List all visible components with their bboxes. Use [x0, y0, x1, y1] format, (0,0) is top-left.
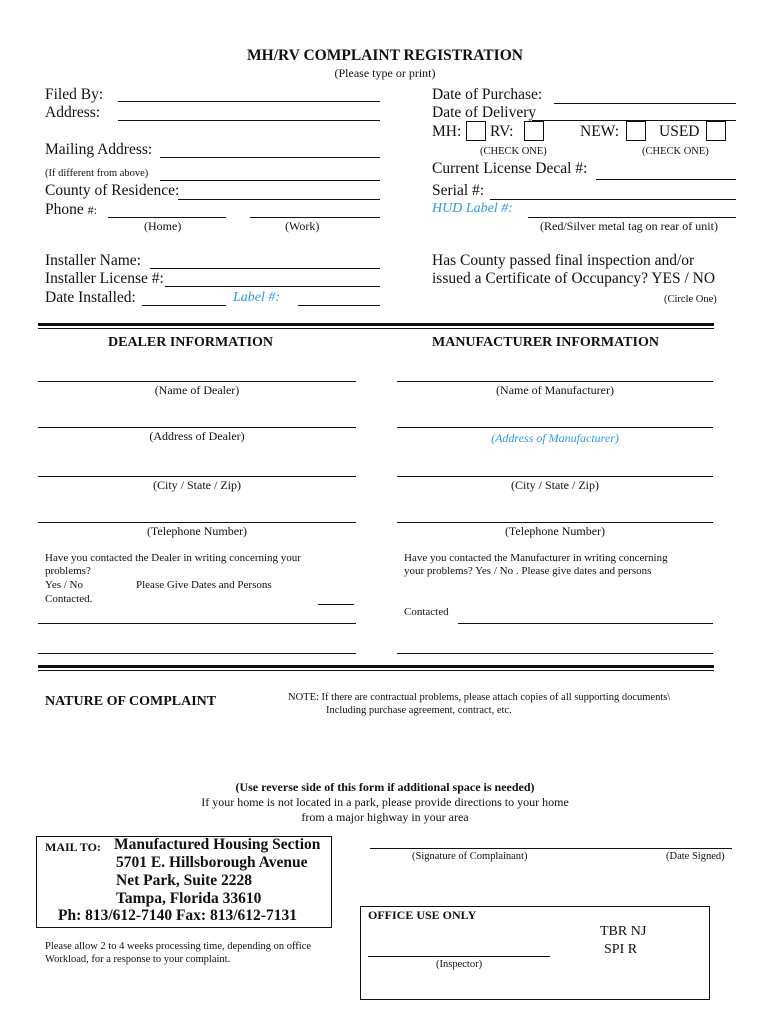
work-caption: (Work) [285, 219, 320, 233]
office-use-heading: OFFICE USE ONLY [368, 908, 477, 922]
phone-hash: #: [87, 203, 97, 217]
dealer-phone-caption: (Telephone Number) [146, 524, 248, 538]
mail-line-3: Net Park, Suite 2228 [116, 872, 253, 889]
manufacturer-city-caption: (City / State / Zip) [511, 478, 599, 492]
date-signed-caption: (Date Signed) [666, 851, 725, 862]
date-installed-field[interactable] [142, 305, 226, 306]
phone-label: Phone #: [45, 201, 97, 218]
home-caption: (Home) [144, 219, 182, 233]
processing-note-2: Workload, for a response to your complaint. [45, 954, 231, 965]
dealer-dates-prompt: Please Give Dates and Persons [136, 579, 272, 591]
dealer-name-field[interactable] [38, 381, 356, 382]
mailing-address-field-2[interactable] [160, 180, 380, 181]
mailing-address-field[interactable] [160, 157, 380, 158]
manufacturer-address-field[interactable] [397, 427, 713, 428]
serial-label: Serial #: [432, 182, 485, 199]
mailing-address-label: Mailing Address: [45, 141, 153, 158]
signature-caption: (Signature of Complainant) [412, 851, 528, 862]
inspector-caption: (Inspector) [436, 959, 483, 970]
dealer-contact-field[interactable] [38, 623, 356, 624]
home-phone-field[interactable] [108, 217, 226, 218]
manufacturer-question-1: Have you contacted the Manufacturer in writing concerning [404, 552, 668, 564]
reverse-side-note: (Use reverse side of this form if additional space is needed) [235, 780, 535, 794]
new-checkbox[interactable] [626, 121, 646, 141]
dealer-contact-field-short[interactable] [318, 604, 354, 605]
section-divider-1b [38, 328, 714, 329]
dealer-address-field[interactable] [38, 427, 356, 428]
office-spi-r: SPI R [604, 942, 638, 957]
dealer-city-caption: (City / State / Zip) [153, 478, 241, 492]
used-label: USED [659, 123, 700, 140]
installer-license-field[interactable] [165, 286, 380, 287]
mail-to-label: MAIL TO: [45, 840, 101, 854]
complaint-heading: NATURE OF COMPLAINT [45, 694, 217, 709]
serial-field[interactable] [490, 199, 736, 200]
complaint-note-1: NOTE: If there are contractual problems, please attach copies of all supporting documents\ [288, 692, 671, 703]
inspector-field[interactable] [368, 956, 550, 957]
mh-label: MH: [432, 123, 462, 140]
date-installed-label: Date Installed: [45, 289, 136, 306]
office-tbr-nj: TBR NJ [600, 924, 647, 939]
dealer-yes-no: Yes / No [45, 579, 84, 591]
dealer-contact-field-2[interactable] [38, 653, 356, 654]
if-different-note: (If different from above) [45, 168, 149, 179]
tag-note: (Red/Silver metal tag on rear of unit) [540, 219, 718, 233]
work-phone-field[interactable] [250, 217, 380, 218]
filed-by-field[interactable] [118, 101, 380, 102]
section-divider-1 [38, 323, 714, 326]
complaint-note-2: Including purchase agreement, contract, etc. [326, 705, 512, 716]
label-number-label: Label #: [233, 290, 281, 305]
mh-checkbox[interactable] [466, 121, 486, 141]
hud-label-field[interactable] [528, 217, 736, 218]
dealer-phone-field[interactable] [38, 522, 356, 523]
dealer-question-1: Have you contacted the Dealer in writing concerning your [45, 552, 301, 564]
processing-note-1: Please allow 2 to 4 weeks processing time, depending on office [45, 941, 312, 952]
county-field[interactable] [178, 199, 380, 200]
manufacturer-contact-field[interactable] [458, 623, 713, 624]
manufacturer-heading: MANUFACTURER INFORMATION [432, 335, 659, 350]
form-title: MH/RV COMPLAINT REGISTRATION [247, 47, 523, 64]
directions-line-2: from a major highway in your area [301, 810, 469, 824]
dealer-heading: DEALER INFORMATION [108, 335, 274, 350]
license-decal-field[interactable] [596, 179, 736, 180]
mail-line-4: Tampa, Florida 33610 [116, 890, 262, 907]
dealer-question-2: problems? [45, 565, 91, 577]
circle-one-note: (Circle One) [664, 294, 717, 305]
rv-checkbox[interactable] [524, 121, 544, 141]
installer-license-label: Installer License #: [45, 270, 164, 287]
hud-label-label: HUD Label #: [432, 201, 513, 216]
manufacturer-question-2: your problems? Yes / No . Please give dates and persons [404, 565, 652, 577]
address-label: Address: [45, 104, 101, 121]
date-purchase-label: Date of Purchase: [432, 86, 543, 103]
manufacturer-address-caption: (Address of Manufacturer) [491, 431, 619, 445]
mail-phone-fax: Ph: 813/612-7140 Fax: 813/612-7131 [58, 907, 297, 924]
mail-line-1: Manufactured Housing Section [114, 836, 321, 853]
county-passed-line-1: Has County passed final inspection and/or [432, 252, 695, 269]
rv-label: RV: [490, 123, 514, 140]
manufacturer-city-field[interactable] [397, 476, 713, 477]
manufacturer-phone-caption: (Telephone Number) [504, 524, 606, 538]
dealer-name-caption: (Name of Dealer) [154, 383, 240, 397]
license-decal-label: Current License Decal #: [432, 160, 588, 177]
dealer-city-field[interactable] [38, 476, 356, 477]
manufacturer-name-caption: (Name of Manufacturer) [496, 383, 614, 397]
installer-name-field[interactable] [150, 268, 380, 269]
signature-field[interactable] [370, 848, 732, 849]
dealer-contacted: Contacted. [45, 593, 93, 605]
dealer-address-caption: (Address of Dealer) [149, 429, 245, 443]
filed-by-label: Filed By: [45, 86, 104, 103]
form-subtitle: (Please type or print) [334, 66, 436, 80]
new-label: NEW: [580, 123, 620, 140]
label-number-field[interactable] [298, 305, 380, 306]
date-purchase-field[interactable] [554, 103, 736, 104]
section-divider-2 [38, 665, 714, 668]
manufacturer-contacted: Contacted [404, 606, 449, 618]
check-one-note-1: (CHECK ONE) [480, 146, 547, 157]
mail-line-2: 5701 E. Hillsborough Avenue [116, 854, 308, 871]
date-delivery-label: Date of Delivery [432, 104, 537, 121]
manufacturer-phone-field[interactable] [397, 522, 713, 523]
used-checkbox[interactable] [706, 121, 726, 141]
county-passed-line-2: issued a Certificate of Occupancy? YES / NO [432, 270, 716, 287]
check-one-note-2: (CHECK ONE) [642, 146, 709, 157]
address-field[interactable] [118, 120, 380, 121]
manufacturer-name-field[interactable] [397, 381, 713, 382]
county-label: County of Residence: [45, 182, 180, 199]
section-divider-2b [38, 670, 714, 671]
directions-line-1: If your home is not located in a park, please provide directions to your home [201, 795, 569, 809]
installer-name-label: Installer Name: [45, 252, 141, 269]
manufacturer-contact-field-2[interactable] [397, 653, 713, 654]
